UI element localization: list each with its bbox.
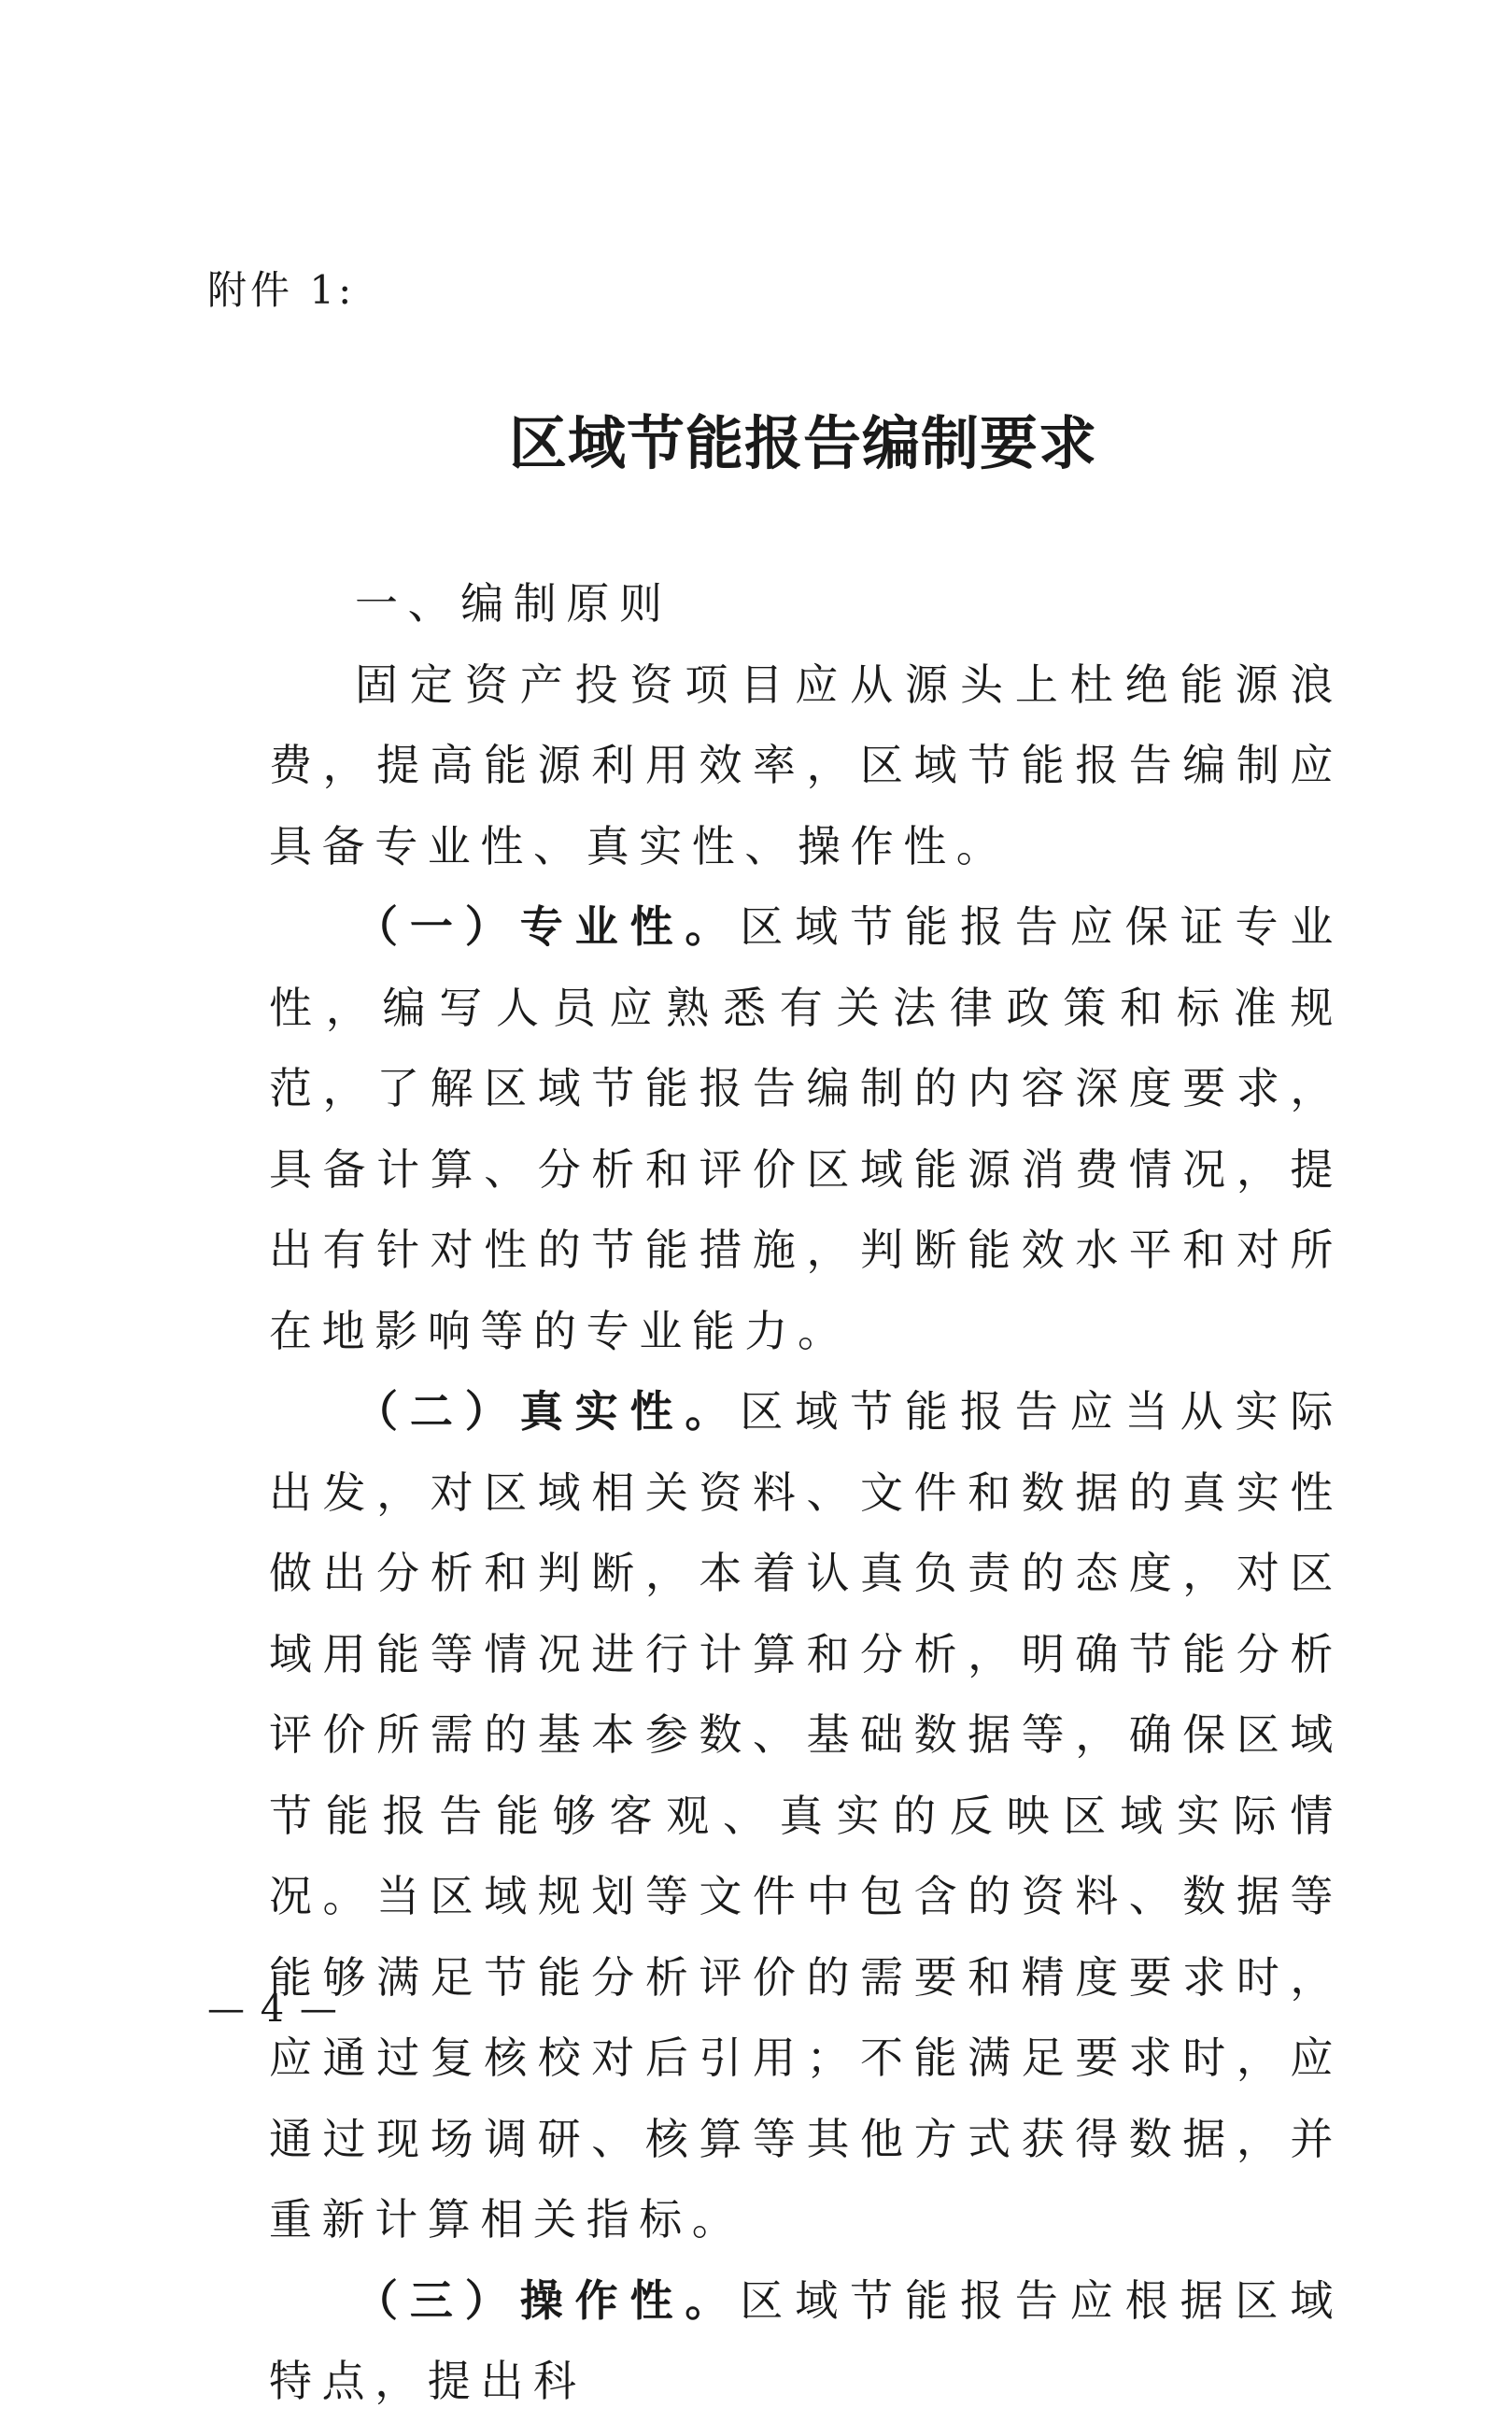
intro-paragraph: 固定资产投资项目应从源头上杜绝能源浪费，提高能源利用效率，区域节能报告编制应具备专业性、真实性、操作性。: [269, 659, 1343, 871]
paragraph-professionalism: [269, 886, 1343, 1371]
document-body: [269, 563, 1343, 2422]
document-title: 区域节能报告编制要求: [508, 409, 1097, 477]
section-heading: 一、编制原则: [355, 578, 672, 629]
paragraph-text: 区域节能报告应当从实际出发，对区域相关资料、文件和数据的真实性做出分析和判断，本着认真负责的态度，对区域用能等情况进行计算和分析，明确节能分析评价所需的基本参数、基础数据等，确保区域节能报告能够客观、真实的反映区域实际情况。当区域规划等文件中包含的资料、数据等能够满足节能分析评价的需要和精度要求时，应通过复核校对后引用；不能满足要求时，应通过现场调研、核算等其他方式获得数据，并重新计算相关指标。: [269, 1386, 1343, 2245]
page-number: — 4 —: [207, 1988, 339, 2031]
paragraph-text: 区域节能报告应根据区域特点，提出科: [269, 2274, 1343, 2406]
paragraph-lead: （一）专业性。: [355, 901, 741, 952]
paragraph-operability: [269, 2260, 1343, 2422]
paragraph-lead: （二）真实性。: [355, 1386, 741, 1437]
paragraph-lead: （三）操作性。: [355, 2274, 741, 2326]
paragraph-text: 区域节能报告应保证专业性，编写人员应熟悉有关法律政策和标准规范，了解区域节能报告编制的内容深度要求，具备计算、分析和评价区域能源消费情况，提出有针对性的节能措施，判断能效水平和对所在地影响等的专业能力。: [269, 901, 1343, 1356]
attachment-label: 附件 1:: [207, 267, 356, 313]
paragraph-authenticity: [269, 1371, 1343, 2260]
